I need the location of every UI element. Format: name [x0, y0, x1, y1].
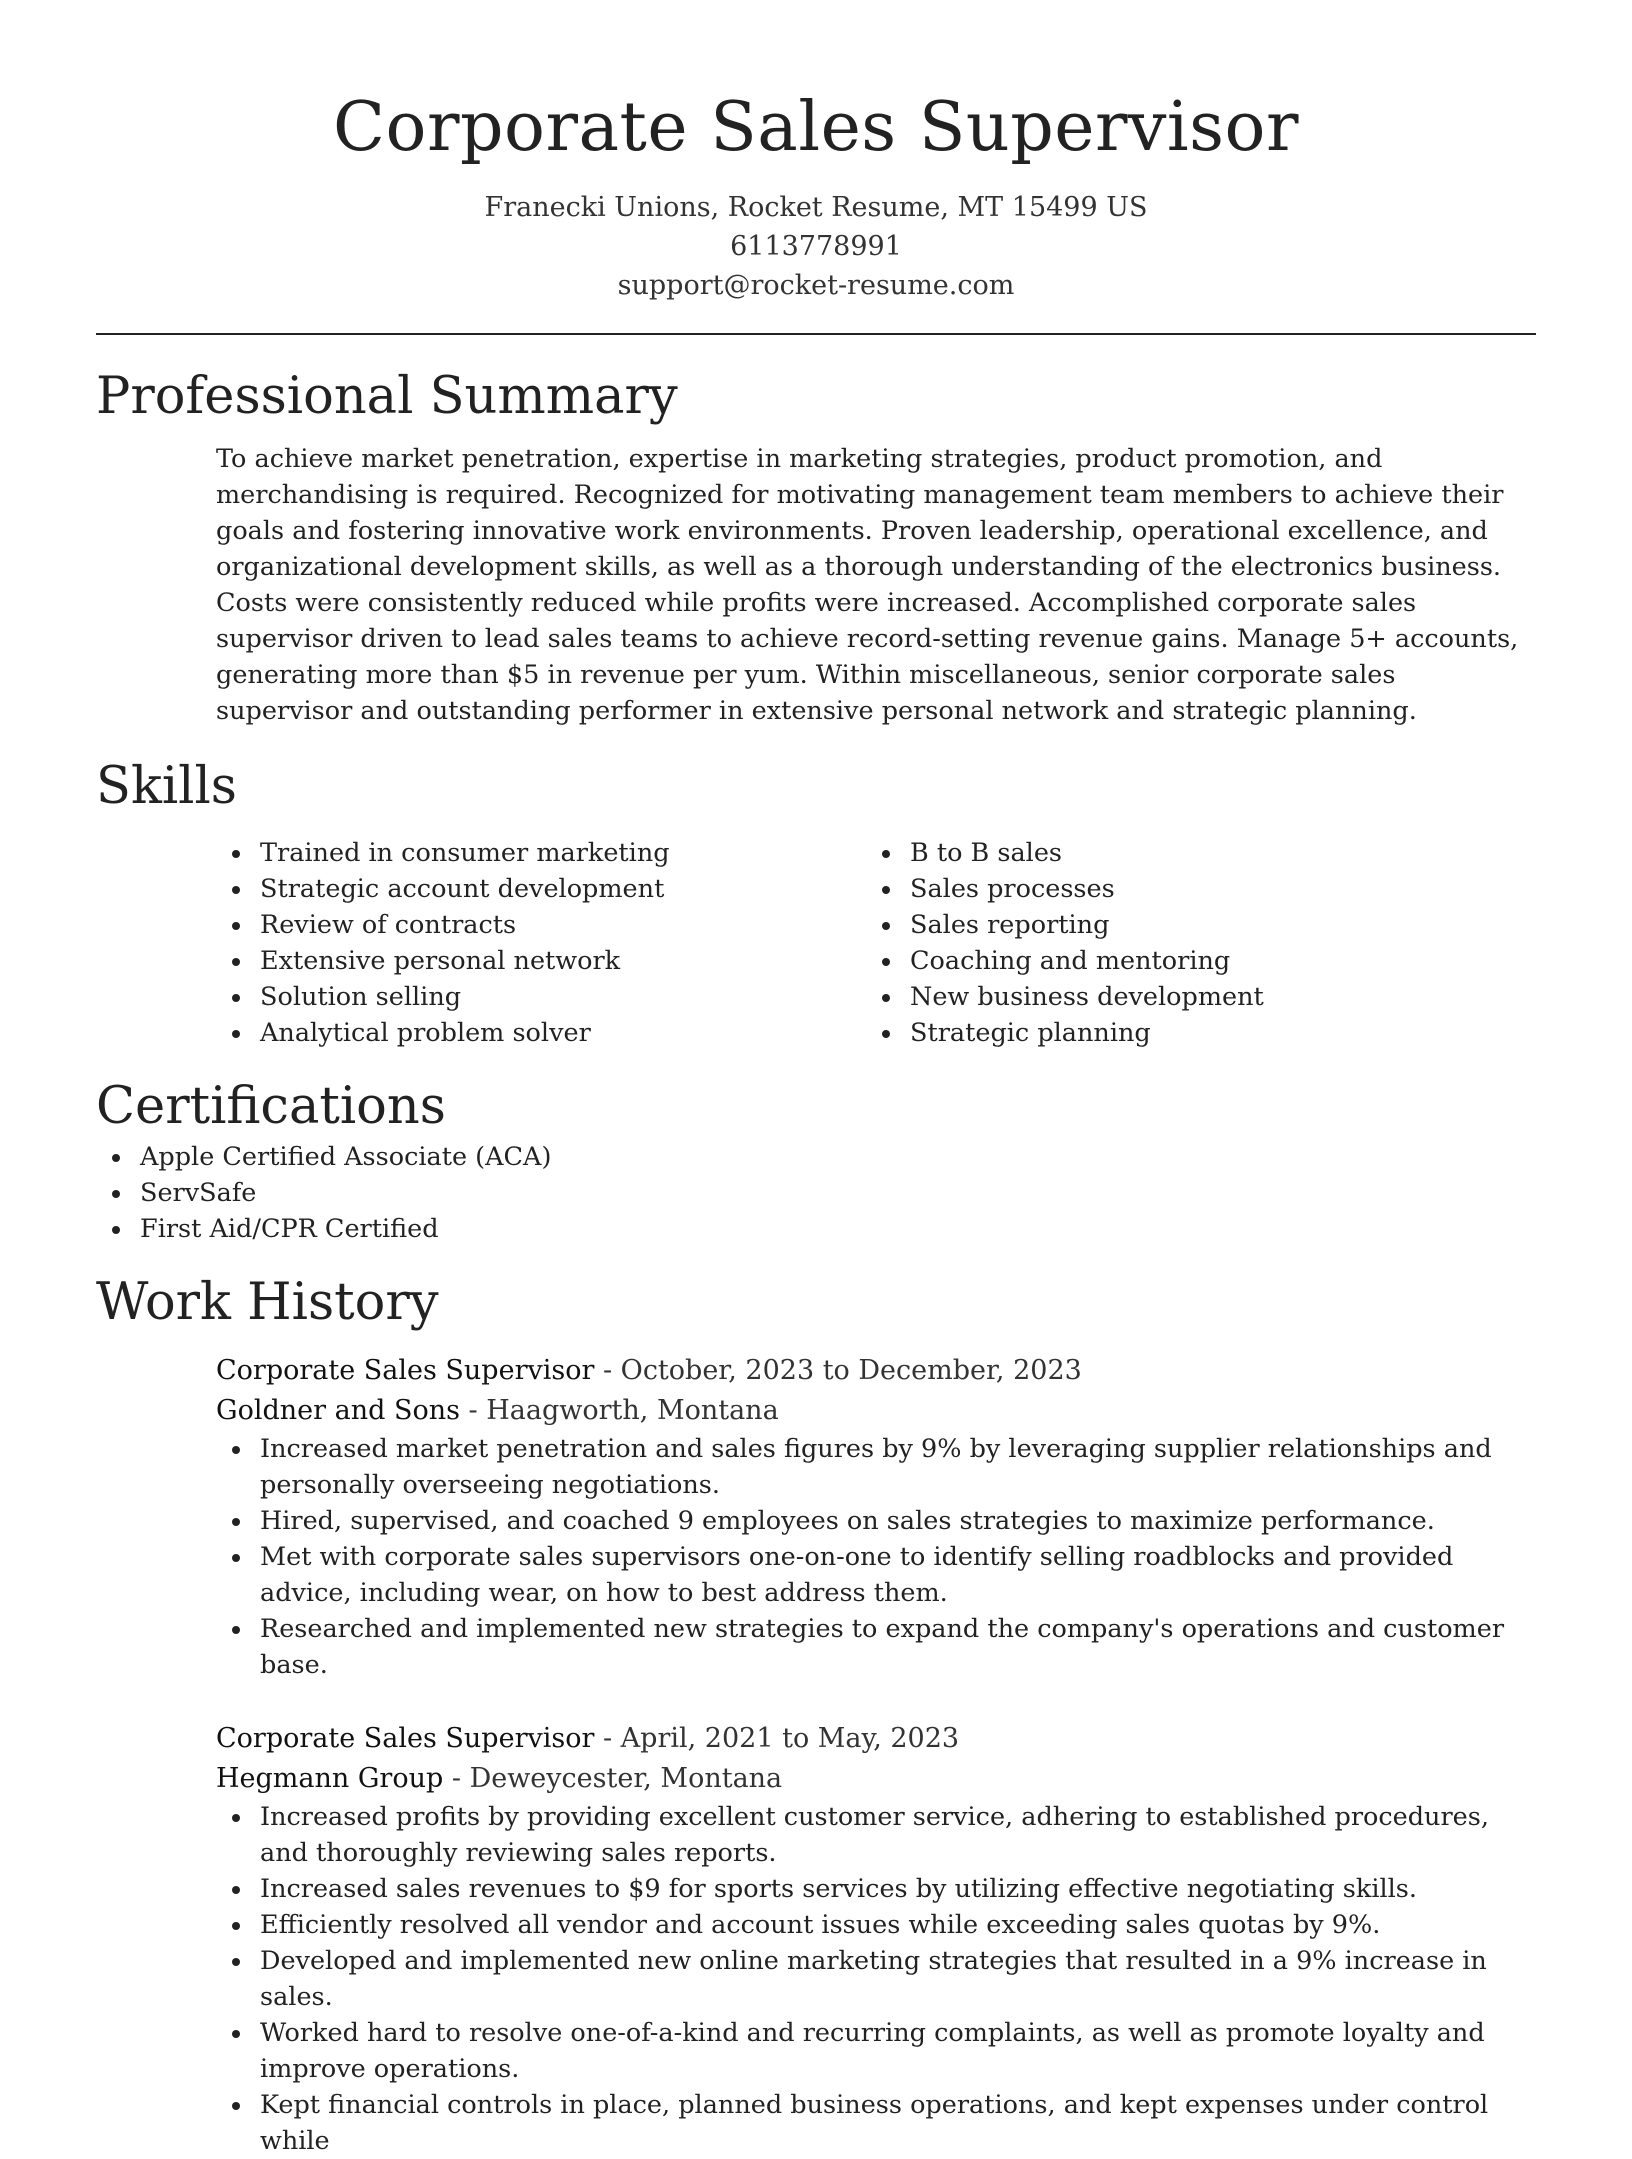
skill-item: Trained in consumer marketing	[216, 835, 866, 871]
skills-heading: Skills	[96, 757, 237, 816]
job-bullets	[216, 1799, 1536, 2159]
skills-section	[96, 755, 1536, 1051]
job-bullet: Met with corporate sales supervisors one-on-one to identify selling roadblocks and provided advice, including wear, on how to best address them.	[216, 1539, 1536, 1611]
job-title-line	[216, 1719, 1536, 1759]
job-bullet: Researched and implemented new strategies to expand the company's operations and customer base.	[216, 1611, 1536, 1683]
skill-item: B to B sales	[866, 835, 1516, 871]
skills-columns	[216, 835, 1536, 1051]
job-bullet: Increased sales revenues to $9 for sports services by utilizing effective negotiating skills.	[216, 1871, 1536, 1907]
work-history-heading: Work History	[96, 1273, 439, 1332]
job-bullet: Kept financial controls in place, planned business operations, and kept expenses under control while	[216, 2087, 1536, 2159]
skill-item: Sales processes	[866, 871, 1516, 907]
job-bullet: Increased market penetration and sales figures by 9% by leveraging supplier relationships and personally overseeing negotiations.	[216, 1431, 1536, 1503]
job-bullet: Developed and implemented new online marketing strategies that resulted in a 9% increase in sales.	[216, 1943, 1536, 2015]
job-company-line	[216, 1391, 1536, 1431]
certifications-heading: Certifications	[96, 1077, 446, 1136]
skill-item: Coaching and mentoring	[866, 943, 1516, 979]
resume-page	[96, 0, 1536, 2159]
skill-item: Strategic planning	[866, 1015, 1516, 1051]
contact-block	[96, 188, 1536, 305]
skill-item: New business development	[866, 979, 1516, 1015]
header-divider	[96, 333, 1536, 335]
certifications-section	[96, 1075, 1536, 1247]
skill-item: Sales reporting	[866, 907, 1516, 943]
job-dates: - April, 2021 to May, 2023	[594, 1723, 960, 1754]
skills-list-right	[866, 835, 1516, 1051]
certifications-list	[96, 1139, 1536, 1247]
job-bullet: Increased profits by providing excellent customer service, adhering to established procedures, and thoroughly reviewing sales reports.	[216, 1799, 1536, 1871]
job-bullets	[216, 1431, 1536, 1683]
job-role: Corporate Sales Supervisor	[216, 1723, 595, 1754]
work-history-section	[96, 1271, 1536, 2159]
job-company-line	[216, 1759, 1536, 1799]
skills-list-left	[216, 835, 866, 1051]
contact-address: Franecki Unions, Rocket Resume, MT 15499 US	[484, 192, 1148, 223]
skill-item: Analytical problem solver	[216, 1015, 866, 1051]
contact-email: support@rocket-resume.com	[617, 270, 1015, 301]
candidate-name: Corporate Sales Supervisor	[333, 88, 1299, 167]
job-entry	[216, 1351, 1536, 1683]
job-company: Hegmann Group	[216, 1763, 444, 1794]
job-bullet: Efficiently resolved all vendor and account issues while exceeding sales quotas by 9%.	[216, 1907, 1536, 1943]
job-bullet: Worked hard to resolve one-of-a-kind and recurring complaints, as well as promote loyalty and improve operations.	[216, 2015, 1536, 2087]
job-location: - Haagworth, Montana	[459, 1395, 779, 1426]
job-entry	[216, 1719, 1536, 2159]
job-bullet: Hired, supervised, and coached 9 employees on sales strategies to maximize performance.	[216, 1503, 1536, 1539]
summary-text: To achieve market penetration, expertise in marketing strategies, product promotion, and merchandising is required. Recognized for motivating management team members to achieve their goals and fostering innovative work environments. Proven leadership, operational excellence, and organizational development skills, as well as a thorough understanding of the electronics business. Costs were consistently reduced while profits were increased. Accomplished corporate sales supervisor driven to lead sales teams to achieve record-setting revenue gains. Manage 5+ accounts, generating more than $5 in revenue per yum. Within miscellaneous, senior corporate sales supervisor and outstanding performer in extensive personal network and strategic planning.	[216, 444, 1519, 726]
certification-item: First Aid/CPR Certified	[96, 1211, 1536, 1247]
job-role: Corporate Sales Supervisor	[216, 1355, 595, 1386]
certification-item: Apple Certified Associate (ACA)	[96, 1139, 1536, 1175]
summary-section	[96, 365, 1536, 729]
certification-item: ServSafe	[96, 1175, 1536, 1211]
contact-phone: 6113778991	[730, 231, 902, 262]
skill-item: Strategic account development	[216, 871, 866, 907]
job-title-line	[216, 1351, 1536, 1391]
job-dates: - October, 2023 to December, 2023	[594, 1355, 1082, 1386]
resume-header	[96, 86, 1536, 335]
job-location: - Deweycester, Montana	[443, 1763, 783, 1794]
job-company: Goldner and Sons	[216, 1395, 460, 1426]
skill-item: Solution selling	[216, 979, 866, 1015]
skill-item: Review of contracts	[216, 907, 866, 943]
summary-heading: Professional Summary	[96, 367, 678, 426]
skill-item: Extensive personal network	[216, 943, 866, 979]
